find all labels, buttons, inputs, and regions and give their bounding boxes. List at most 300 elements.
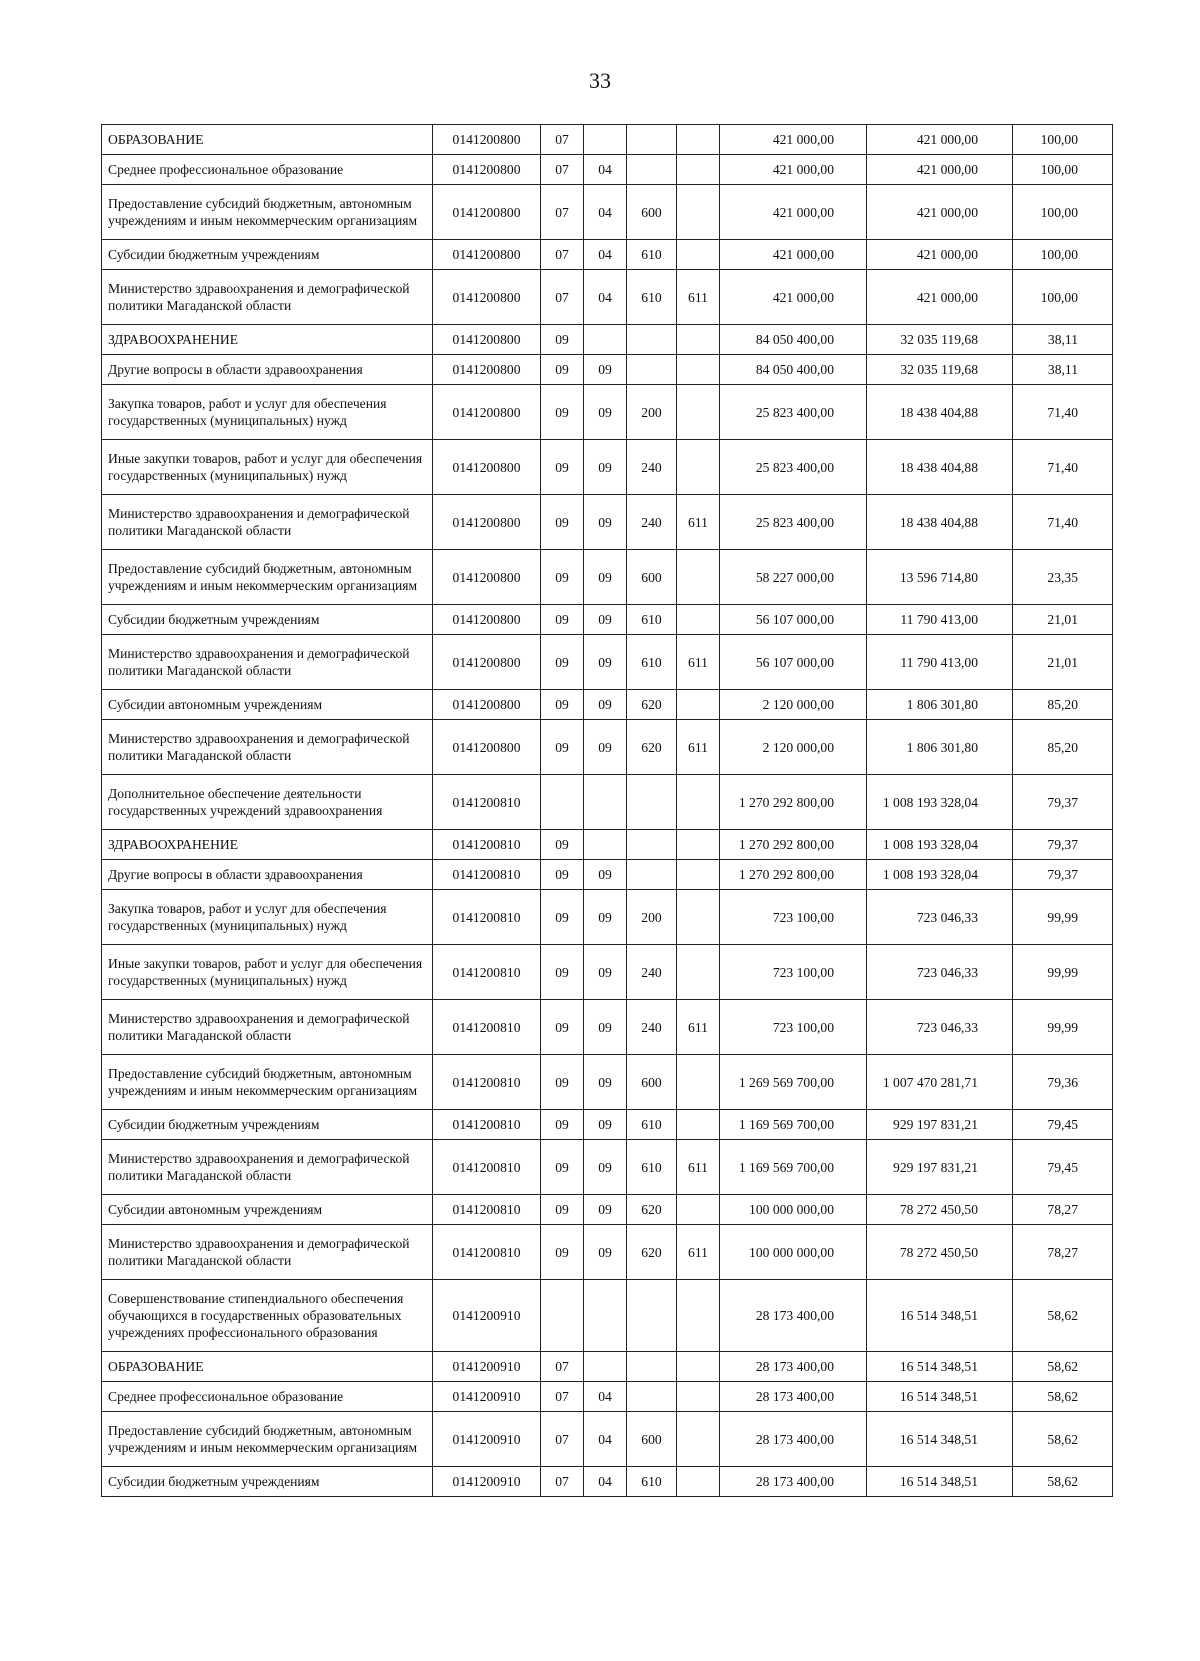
row-name-cell: Субсидии бюджетным учреждениям xyxy=(102,1467,433,1497)
row-percent-cell: 100,00 xyxy=(1013,270,1113,325)
row-plan-cell: 1 269 569 700,00 xyxy=(720,1055,867,1110)
row-name-cell: Иные закупки товаров, работ и услуг для обеспечения государственных (муниципальных) нужд xyxy=(102,440,433,495)
row-plan-cell: 28 173 400,00 xyxy=(720,1280,867,1352)
row-fact-cell: 16 514 348,51 xyxy=(867,1382,1013,1412)
row-plan-cell: 1 270 292 800,00 xyxy=(720,860,867,890)
row-name-cell: Другие вопросы в области здравоохранения xyxy=(102,860,433,890)
row-name-cell: ЗДРАВООХРАНЕНИЕ xyxy=(102,325,433,355)
table-row xyxy=(102,1382,1113,1412)
row-admin-code-cell xyxy=(677,1382,720,1412)
row-fact-cell: 16 514 348,51 xyxy=(867,1352,1013,1382)
row-name-cell: Предоставление субсидий бюджетным, автономным учреждениям и иным некоммерческим организациям xyxy=(102,1412,433,1467)
table-row xyxy=(102,1412,1113,1467)
row-expense-type-cell: 610 xyxy=(627,1467,677,1497)
table-row xyxy=(102,890,1113,945)
row-expense-type-cell: 620 xyxy=(627,690,677,720)
row-csr-cell: 0141200910 xyxy=(433,1412,541,1467)
row-fact-cell: 723 046,33 xyxy=(867,1000,1013,1055)
row-percent-cell: 58,62 xyxy=(1013,1382,1113,1412)
row-section-cell: 09 xyxy=(541,830,584,860)
row-plan-cell: 1 169 569 700,00 xyxy=(720,1110,867,1140)
row-admin-code-cell: 611 xyxy=(677,1225,720,1280)
row-csr-cell: 0141200800 xyxy=(433,550,541,605)
row-name-cell: Министерство здравоохранения и демографической политики Магаданской области xyxy=(102,1000,433,1055)
row-fact-cell: 723 046,33 xyxy=(867,890,1013,945)
table-row xyxy=(102,635,1113,690)
row-csr-cell: 0141200800 xyxy=(433,690,541,720)
row-section-cell: 09 xyxy=(541,1055,584,1110)
row-expense-type-cell: 620 xyxy=(627,1195,677,1225)
row-expense-type-cell xyxy=(627,1352,677,1382)
row-expense-type-cell xyxy=(627,860,677,890)
row-percent-cell: 38,11 xyxy=(1013,325,1113,355)
row-percent-cell: 85,20 xyxy=(1013,690,1113,720)
row-plan-cell: 2 120 000,00 xyxy=(720,720,867,775)
row-subsection-cell: 09 xyxy=(584,1140,627,1195)
table-row xyxy=(102,185,1113,240)
row-plan-cell: 1 270 292 800,00 xyxy=(720,830,867,860)
row-name-cell: Среднее профессиональное образование xyxy=(102,1382,433,1412)
row-expense-type-cell: 240 xyxy=(627,1000,677,1055)
row-subsection-cell: 09 xyxy=(584,890,627,945)
row-expense-type-cell: 600 xyxy=(627,1055,677,1110)
row-percent-cell: 79,37 xyxy=(1013,830,1113,860)
row-csr-cell: 0141200910 xyxy=(433,1280,541,1352)
row-name-cell: Министерство здравоохранения и демографической политики Магаданской области xyxy=(102,635,433,690)
row-name-cell: Субсидии бюджетным учреждениям xyxy=(102,1110,433,1140)
row-admin-code-cell xyxy=(677,605,720,635)
row-csr-cell: 0141200910 xyxy=(433,1382,541,1412)
row-subsection-cell: 09 xyxy=(584,860,627,890)
row-csr-cell: 0141200810 xyxy=(433,890,541,945)
row-percent-cell: 100,00 xyxy=(1013,125,1113,155)
row-plan-cell: 56 107 000,00 xyxy=(720,605,867,635)
row-subsection-cell: 09 xyxy=(584,720,627,775)
row-subsection-cell: 04 xyxy=(584,185,627,240)
row-subsection-cell: 09 xyxy=(584,495,627,550)
row-section-cell: 07 xyxy=(541,155,584,185)
row-csr-cell: 0141200800 xyxy=(433,605,541,635)
row-expense-type-cell: 600 xyxy=(627,185,677,240)
row-admin-code-cell xyxy=(677,1280,720,1352)
row-percent-cell: 99,99 xyxy=(1013,890,1113,945)
row-expense-type-cell: 240 xyxy=(627,440,677,495)
row-expense-type-cell xyxy=(627,155,677,185)
row-admin-code-cell xyxy=(677,550,720,605)
row-plan-cell: 28 173 400,00 xyxy=(720,1382,867,1412)
row-section-cell: 07 xyxy=(541,270,584,325)
budget-table xyxy=(101,124,1113,1497)
row-percent-cell: 58,62 xyxy=(1013,1352,1113,1382)
row-plan-cell: 421 000,00 xyxy=(720,125,867,155)
row-expense-type-cell: 610 xyxy=(627,270,677,325)
row-subsection-cell: 09 xyxy=(584,1000,627,1055)
row-name-cell: Иные закупки товаров, работ и услуг для обеспечения государственных (муниципальных) нужд xyxy=(102,945,433,1000)
row-subsection-cell: 09 xyxy=(584,1225,627,1280)
row-plan-cell: 1 169 569 700,00 xyxy=(720,1140,867,1195)
table-body xyxy=(102,125,1113,1497)
row-percent-cell: 21,01 xyxy=(1013,605,1113,635)
row-fact-cell: 929 197 831,21 xyxy=(867,1140,1013,1195)
row-section-cell: 09 xyxy=(541,860,584,890)
row-subsection-cell: 09 xyxy=(584,440,627,495)
row-subsection-cell: 09 xyxy=(584,690,627,720)
row-csr-cell: 0141200810 xyxy=(433,1195,541,1225)
row-csr-cell: 0141200810 xyxy=(433,1140,541,1195)
row-csr-cell: 0141200800 xyxy=(433,720,541,775)
row-plan-cell: 28 173 400,00 xyxy=(720,1467,867,1497)
row-percent-cell: 58,62 xyxy=(1013,1280,1113,1352)
row-fact-cell: 18 438 404,88 xyxy=(867,385,1013,440)
row-expense-type-cell xyxy=(627,325,677,355)
row-csr-cell: 0141200810 xyxy=(433,775,541,830)
table-row xyxy=(102,440,1113,495)
row-section-cell: 09 xyxy=(541,495,584,550)
row-name-cell: ОБРАЗОВАНИЕ xyxy=(102,1352,433,1382)
row-name-cell: Министерство здравоохранения и демографической политики Магаданской области xyxy=(102,495,433,550)
row-name-cell: Субсидии автономным учреждениям xyxy=(102,690,433,720)
row-section-cell: 09 xyxy=(541,890,584,945)
row-name-cell: Предоставление субсидий бюджетным, автономным учреждениям и иным некоммерческим организациям xyxy=(102,1055,433,1110)
row-expense-type-cell: 610 xyxy=(627,240,677,270)
row-admin-code-cell: 611 xyxy=(677,720,720,775)
row-fact-cell: 1 008 193 328,04 xyxy=(867,860,1013,890)
row-section-cell: 07 xyxy=(541,185,584,240)
row-plan-cell: 723 100,00 xyxy=(720,890,867,945)
row-name-cell: Закупка товаров, работ и услуг для обеспечения государственных (муниципальных) нужд xyxy=(102,385,433,440)
row-plan-cell: 25 823 400,00 xyxy=(720,440,867,495)
row-expense-type-cell: 620 xyxy=(627,1225,677,1280)
row-subsection-cell xyxy=(584,775,627,830)
row-expense-type-cell: 610 xyxy=(627,1110,677,1140)
row-percent-cell: 100,00 xyxy=(1013,240,1113,270)
row-name-cell: Субсидии бюджетным учреждениям xyxy=(102,605,433,635)
row-percent-cell: 58,62 xyxy=(1013,1467,1113,1497)
row-csr-cell: 0141200810 xyxy=(433,945,541,1000)
table-row xyxy=(102,1467,1113,1497)
row-plan-cell: 56 107 000,00 xyxy=(720,635,867,690)
table-row xyxy=(102,240,1113,270)
row-fact-cell: 421 000,00 xyxy=(867,155,1013,185)
row-csr-cell: 0141200810 xyxy=(433,1225,541,1280)
row-section-cell: 09 xyxy=(541,1225,584,1280)
table-row xyxy=(102,860,1113,890)
row-name-cell: Предоставление субсидий бюджетным, автономным учреждениям и иным некоммерческим организациям xyxy=(102,550,433,605)
row-subsection-cell: 09 xyxy=(584,1055,627,1110)
row-percent-cell: 58,62 xyxy=(1013,1412,1113,1467)
table-row xyxy=(102,155,1113,185)
row-admin-code-cell xyxy=(677,890,720,945)
row-admin-code-cell xyxy=(677,945,720,1000)
row-subsection-cell: 04 xyxy=(584,270,627,325)
row-csr-cell: 0141200800 xyxy=(433,385,541,440)
page-number: 33 xyxy=(589,68,611,93)
row-percent-cell: 99,99 xyxy=(1013,945,1113,1000)
row-expense-type-cell: 240 xyxy=(627,495,677,550)
row-plan-cell: 100 000 000,00 xyxy=(720,1225,867,1280)
row-fact-cell: 421 000,00 xyxy=(867,240,1013,270)
row-section-cell: 09 xyxy=(541,1140,584,1195)
row-percent-cell: 100,00 xyxy=(1013,155,1113,185)
row-fact-cell: 78 272 450,50 xyxy=(867,1225,1013,1280)
row-admin-code-cell xyxy=(677,775,720,830)
row-subsection-cell xyxy=(584,830,627,860)
row-subsection-cell xyxy=(584,1352,627,1382)
row-admin-code-cell xyxy=(677,385,720,440)
row-percent-cell: 79,45 xyxy=(1013,1140,1113,1195)
row-csr-cell: 0141200910 xyxy=(433,1467,541,1497)
row-section-cell: 09 xyxy=(541,1110,584,1140)
row-plan-cell: 28 173 400,00 xyxy=(720,1352,867,1382)
row-admin-code-cell xyxy=(677,240,720,270)
row-csr-cell: 0141200800 xyxy=(433,495,541,550)
row-plan-cell: 1 270 292 800,00 xyxy=(720,775,867,830)
row-plan-cell: 421 000,00 xyxy=(720,185,867,240)
row-section-cell: 09 xyxy=(541,355,584,385)
row-fact-cell: 18 438 404,88 xyxy=(867,495,1013,550)
table-row xyxy=(102,1110,1113,1140)
row-section-cell: 09 xyxy=(541,720,584,775)
row-percent-cell: 85,20 xyxy=(1013,720,1113,775)
row-fact-cell: 1 008 193 328,04 xyxy=(867,775,1013,830)
row-admin-code-cell: 611 xyxy=(677,270,720,325)
row-fact-cell: 32 035 119,68 xyxy=(867,355,1013,385)
row-name-cell: Министерство здравоохранения и демографической политики Магаданской области xyxy=(102,270,433,325)
row-percent-cell: 99,99 xyxy=(1013,1000,1113,1055)
row-fact-cell: 11 790 413,00 xyxy=(867,635,1013,690)
row-plan-cell: 25 823 400,00 xyxy=(720,385,867,440)
row-csr-cell: 0141200800 xyxy=(433,440,541,495)
row-subsection-cell: 09 xyxy=(584,550,627,605)
table-row xyxy=(102,1352,1113,1382)
row-admin-code-cell xyxy=(677,185,720,240)
row-csr-cell: 0141200800 xyxy=(433,125,541,155)
row-csr-cell: 0141200800 xyxy=(433,325,541,355)
row-plan-cell: 2 120 000,00 xyxy=(720,690,867,720)
row-subsection-cell xyxy=(584,325,627,355)
row-csr-cell: 0141200810 xyxy=(433,1000,541,1055)
row-name-cell: Среднее профессиональное образование xyxy=(102,155,433,185)
row-expense-type-cell: 610 xyxy=(627,635,677,690)
table-row xyxy=(102,495,1113,550)
row-expense-type-cell xyxy=(627,775,677,830)
row-plan-cell: 421 000,00 xyxy=(720,270,867,325)
row-plan-cell: 28 173 400,00 xyxy=(720,1412,867,1467)
row-percent-cell: 78,27 xyxy=(1013,1195,1113,1225)
row-percent-cell: 79,45 xyxy=(1013,1110,1113,1140)
row-admin-code-cell xyxy=(677,1467,720,1497)
row-fact-cell: 16 514 348,51 xyxy=(867,1467,1013,1497)
row-subsection-cell: 09 xyxy=(584,605,627,635)
row-name-cell: Предоставление субсидий бюджетным, автономным учреждениям и иным некоммерческим организациям xyxy=(102,185,433,240)
row-section-cell: 09 xyxy=(541,385,584,440)
row-name-cell: Министерство здравоохранения и демографической политики Магаданской области xyxy=(102,1140,433,1195)
row-admin-code-cell: 611 xyxy=(677,495,720,550)
row-name-cell: Закупка товаров, работ и услуг для обеспечения государственных (муниципальных) нужд xyxy=(102,890,433,945)
row-subsection-cell: 09 xyxy=(584,355,627,385)
row-subsection-cell: 09 xyxy=(584,945,627,1000)
row-percent-cell: 71,40 xyxy=(1013,385,1113,440)
row-section-cell xyxy=(541,775,584,830)
row-section-cell: 09 xyxy=(541,440,584,495)
row-plan-cell: 84 050 400,00 xyxy=(720,355,867,385)
row-expense-type-cell: 600 xyxy=(627,1412,677,1467)
row-admin-code-cell xyxy=(677,1055,720,1110)
row-admin-code-cell xyxy=(677,830,720,860)
row-section-cell: 09 xyxy=(541,945,584,1000)
row-percent-cell: 23,35 xyxy=(1013,550,1113,605)
table-row xyxy=(102,125,1113,155)
row-admin-code-cell xyxy=(677,860,720,890)
row-fact-cell: 13 596 714,80 xyxy=(867,550,1013,605)
row-percent-cell: 78,27 xyxy=(1013,1225,1113,1280)
row-expense-type-cell xyxy=(627,125,677,155)
table-row xyxy=(102,1195,1113,1225)
row-plan-cell: 100 000 000,00 xyxy=(720,1195,867,1225)
table-row xyxy=(102,1000,1113,1055)
row-percent-cell: 79,37 xyxy=(1013,860,1113,890)
row-subsection-cell: 09 xyxy=(584,635,627,690)
row-plan-cell: 723 100,00 xyxy=(720,1000,867,1055)
row-plan-cell: 58 227 000,00 xyxy=(720,550,867,605)
table-row xyxy=(102,1055,1113,1110)
row-section-cell: 07 xyxy=(541,125,584,155)
row-percent-cell: 79,37 xyxy=(1013,775,1113,830)
row-fact-cell: 32 035 119,68 xyxy=(867,325,1013,355)
row-name-cell: Субсидии бюджетным учреждениям xyxy=(102,240,433,270)
table-row xyxy=(102,775,1113,830)
row-csr-cell: 0141200800 xyxy=(433,355,541,385)
row-name-cell: Субсидии автономным учреждениям xyxy=(102,1195,433,1225)
table-row xyxy=(102,605,1113,635)
row-csr-cell: 0141200800 xyxy=(433,240,541,270)
table-row xyxy=(102,830,1113,860)
row-expense-type-cell: 200 xyxy=(627,385,677,440)
row-expense-type-cell xyxy=(627,355,677,385)
row-fact-cell: 16 514 348,51 xyxy=(867,1280,1013,1352)
row-section-cell: 07 xyxy=(541,1382,584,1412)
row-expense-type-cell: 610 xyxy=(627,605,677,635)
table-row xyxy=(102,945,1113,1000)
row-fact-cell: 1 007 470 281,71 xyxy=(867,1055,1013,1110)
row-expense-type-cell xyxy=(627,1382,677,1412)
row-csr-cell: 0141200800 xyxy=(433,270,541,325)
row-fact-cell: 78 272 450,50 xyxy=(867,1195,1013,1225)
row-section-cell: 07 xyxy=(541,1412,584,1467)
row-admin-code-cell xyxy=(677,440,720,495)
row-admin-code-cell xyxy=(677,1110,720,1140)
row-plan-cell: 25 823 400,00 xyxy=(720,495,867,550)
row-plan-cell: 723 100,00 xyxy=(720,945,867,1000)
row-csr-cell: 0141200800 xyxy=(433,185,541,240)
row-subsection-cell: 04 xyxy=(584,1467,627,1497)
table-row xyxy=(102,1280,1113,1352)
row-csr-cell: 0141200800 xyxy=(433,155,541,185)
row-csr-cell: 0141200810 xyxy=(433,860,541,890)
row-name-cell: Дополнительное обеспечение деятельности государственных учреждений здравоохранения xyxy=(102,775,433,830)
table-row xyxy=(102,270,1113,325)
row-section-cell: 09 xyxy=(541,550,584,605)
row-admin-code-cell xyxy=(677,1412,720,1467)
row-fact-cell: 1 008 193 328,04 xyxy=(867,830,1013,860)
row-name-cell: Министерство здравоохранения и демографической политики Магаданской области xyxy=(102,1225,433,1280)
row-admin-code-cell xyxy=(677,690,720,720)
row-name-cell: ОБРАЗОВАНИЕ xyxy=(102,125,433,155)
row-section-cell: 09 xyxy=(541,605,584,635)
row-name-cell: Министерство здравоохранения и демографической политики Магаданской области xyxy=(102,720,433,775)
row-name-cell: Совершенствование стипендиального обеспечения обучающихся в государственных образовательных учреждениях профессионального образования xyxy=(102,1280,433,1352)
row-section-cell: 09 xyxy=(541,690,584,720)
row-percent-cell: 71,40 xyxy=(1013,495,1113,550)
table-row xyxy=(102,720,1113,775)
row-admin-code-cell xyxy=(677,155,720,185)
row-section-cell: 09 xyxy=(541,325,584,355)
row-plan-cell: 421 000,00 xyxy=(720,155,867,185)
row-csr-cell: 0141200810 xyxy=(433,1110,541,1140)
row-subsection-cell: 04 xyxy=(584,1382,627,1412)
table-row xyxy=(102,690,1113,720)
row-name-cell: ЗДРАВООХРАНЕНИЕ xyxy=(102,830,433,860)
row-fact-cell: 421 000,00 xyxy=(867,125,1013,155)
row-percent-cell: 79,36 xyxy=(1013,1055,1113,1110)
row-csr-cell: 0141200810 xyxy=(433,830,541,860)
row-admin-code-cell xyxy=(677,1195,720,1225)
row-expense-type-cell xyxy=(627,1280,677,1352)
row-fact-cell: 421 000,00 xyxy=(867,185,1013,240)
row-percent-cell: 71,40 xyxy=(1013,440,1113,495)
row-section-cell: 09 xyxy=(541,1195,584,1225)
row-subsection-cell: 04 xyxy=(584,155,627,185)
row-expense-type-cell: 200 xyxy=(627,890,677,945)
row-section-cell: 07 xyxy=(541,1467,584,1497)
row-admin-code-cell xyxy=(677,325,720,355)
row-section-cell: 07 xyxy=(541,1352,584,1382)
row-subsection-cell xyxy=(584,125,627,155)
row-subsection-cell: 04 xyxy=(584,1412,627,1467)
row-fact-cell: 18 438 404,88 xyxy=(867,440,1013,495)
row-section-cell: 09 xyxy=(541,635,584,690)
row-fact-cell: 11 790 413,00 xyxy=(867,605,1013,635)
row-percent-cell: 38,11 xyxy=(1013,355,1113,385)
row-section-cell: 09 xyxy=(541,1000,584,1055)
row-fact-cell: 1 806 301,80 xyxy=(867,720,1013,775)
row-fact-cell: 16 514 348,51 xyxy=(867,1412,1013,1467)
row-admin-code-cell xyxy=(677,355,720,385)
row-admin-code-cell: 611 xyxy=(677,1000,720,1055)
row-fact-cell: 723 046,33 xyxy=(867,945,1013,1000)
row-expense-type-cell: 600 xyxy=(627,550,677,605)
table-row xyxy=(102,550,1113,605)
row-expense-type-cell: 620 xyxy=(627,720,677,775)
row-percent-cell: 21,01 xyxy=(1013,635,1113,690)
row-expense-type-cell xyxy=(627,830,677,860)
table-row xyxy=(102,385,1113,440)
row-subsection-cell xyxy=(584,1280,627,1352)
table-row xyxy=(102,325,1113,355)
row-section-cell xyxy=(541,1280,584,1352)
row-plan-cell: 421 000,00 xyxy=(720,240,867,270)
row-csr-cell: 0141200800 xyxy=(433,635,541,690)
row-fact-cell: 1 806 301,80 xyxy=(867,690,1013,720)
row-section-cell: 07 xyxy=(541,240,584,270)
row-subsection-cell: 09 xyxy=(584,1195,627,1225)
row-subsection-cell: 04 xyxy=(584,240,627,270)
table-row xyxy=(102,1225,1113,1280)
row-fact-cell: 929 197 831,21 xyxy=(867,1110,1013,1140)
row-expense-type-cell: 240 xyxy=(627,945,677,1000)
table-row xyxy=(102,1140,1113,1195)
row-fact-cell: 421 000,00 xyxy=(867,270,1013,325)
